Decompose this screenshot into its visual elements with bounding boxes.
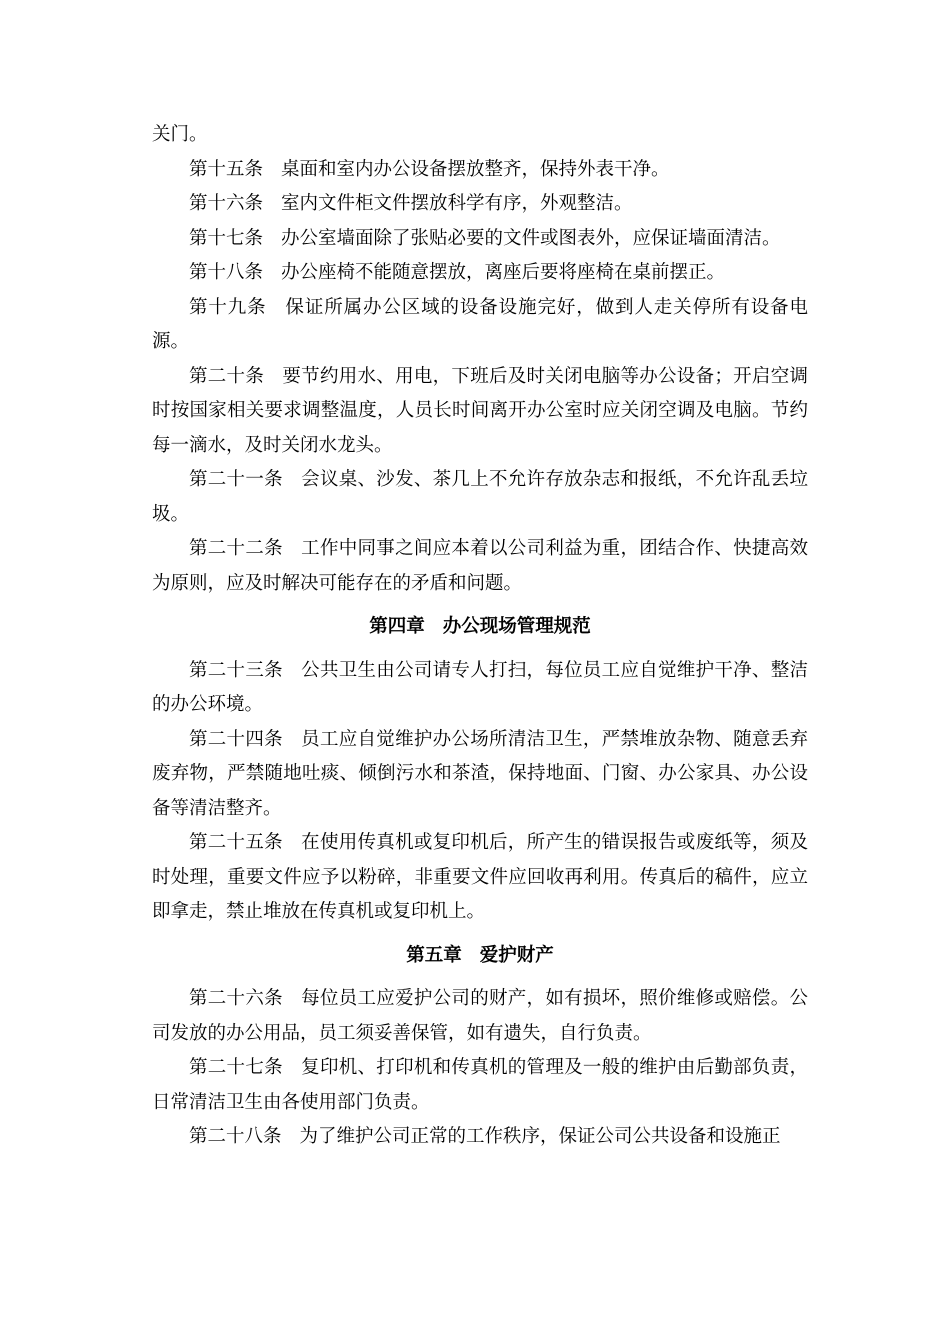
article-number: 第十六条 (189, 193, 264, 214)
article-number: 第十九条 (189, 296, 267, 318)
article-24 (152, 723, 808, 827)
article-28 (152, 1120, 808, 1155)
chapter-number: 第四章 (369, 616, 425, 637)
article-text: 桌面和室内办公设备摆放整齐，保持外表干净。 (281, 158, 670, 180)
paragraph-text: 关门。 (152, 124, 208, 145)
article-number: 第二十二条 (189, 538, 283, 559)
article-15 (152, 153, 808, 188)
article-25 (152, 826, 808, 930)
article-18 (152, 256, 808, 291)
article-text: 要节约用水、用电，下班后及时关闭电脑等办公设备；开启空调时按国家相关要求调整温度，人员长时间离开办公室时应关闭空调及电脑。节约每一滴水，及时关闭水龙头。 (152, 365, 808, 456)
article-number: 第二十四条 (189, 728, 283, 750)
article-number: 第二十五条 (189, 832, 283, 853)
document-body (152, 118, 808, 1155)
article-20 (152, 360, 808, 464)
article-27 (152, 1051, 808, 1120)
article-21 (152, 463, 808, 532)
article-text: 每位员工应爱护公司的财产，如有损坏，照价维修或赔偿。公司发放的办公用品，员工须妥善保管，如有遗失，自行负责。 (152, 988, 808, 1044)
article-22 (152, 532, 808, 601)
article-text: 工作中同事之间应本着以公司利益为重，团结合作、快捷高效为原则，应及时解决可能存在的矛盾和问题。 (152, 538, 808, 594)
article-23 (152, 654, 808, 723)
article-text: 室内文件柜文件摆放科学有序，外观整洁。 (281, 193, 633, 214)
article-17 (152, 222, 808, 257)
article-number: 第十五条 (189, 158, 264, 180)
paragraph-continuation (152, 118, 808, 153)
article-text: 公共卫生由公司请专人打扫，每位员工应自觉维护干净、整洁的办公环境。 (152, 659, 808, 715)
chapter-title: 办公现场管理规范 (442, 616, 591, 637)
chapter-title: 爱护财产 (479, 944, 554, 966)
article-text: 办公室墙面除了张贴必要的文件或图表外，应保证墙面清洁。 (281, 227, 781, 249)
article-16 (152, 187, 808, 222)
article-text: 办公座椅不能随意摆放，离座后要将座椅在桌前摆正。 (281, 262, 726, 283)
article-number: 第二十六条 (189, 988, 283, 1009)
article-number: 第十七条 (189, 227, 264, 249)
article-number: 第二十七条 (189, 1057, 283, 1078)
article-19 (152, 291, 808, 360)
article-number: 第二十一条 (189, 469, 283, 490)
article-26 (152, 982, 808, 1051)
chapter-number: 第五章 (406, 944, 462, 966)
chapter-heading (152, 939, 808, 974)
article-text: 会议桌、沙发、茶几上不允许存放杂志和报纸，不允许乱丢垃圾。 (152, 469, 808, 525)
article-number: 第二十三条 (189, 659, 283, 681)
article-text: 员工应自觉维护办公场所清洁卫生，严禁堆放杂物、随意丢弃废弃物，严禁随地吐痰、倾倒污水和茶渣，保持地面、门窗、办公家具、办公设备等清洁整齐。 (152, 728, 808, 819)
article-number: 第二十条 (189, 365, 265, 387)
article-text: 保证所属办公区域的设备设施完好，做到人走关停所有设备电源。 (152, 296, 808, 352)
article-number: 第十八条 (189, 262, 264, 283)
article-text: 复印机、打印机和传真机的管理及一般的维护由后勤部负责，日常清洁卫生由各使用部门负责。 (152, 1057, 808, 1113)
chapter-heading (152, 610, 808, 645)
article-text: 为了维护公司正常的工作秩序，保证公司公共设备和设施正 (299, 1126, 781, 1147)
article-text: 在使用传真机或复印机后，所产生的错误报告或废纸等，须及时处理，重要文件应予以粉碎，非重要文件应回收再利用。传真后的稿件，应立即拿走，禁止堆放在传真机或复印机上。 (152, 832, 808, 922)
article-number: 第二十八条 (189, 1126, 282, 1147)
